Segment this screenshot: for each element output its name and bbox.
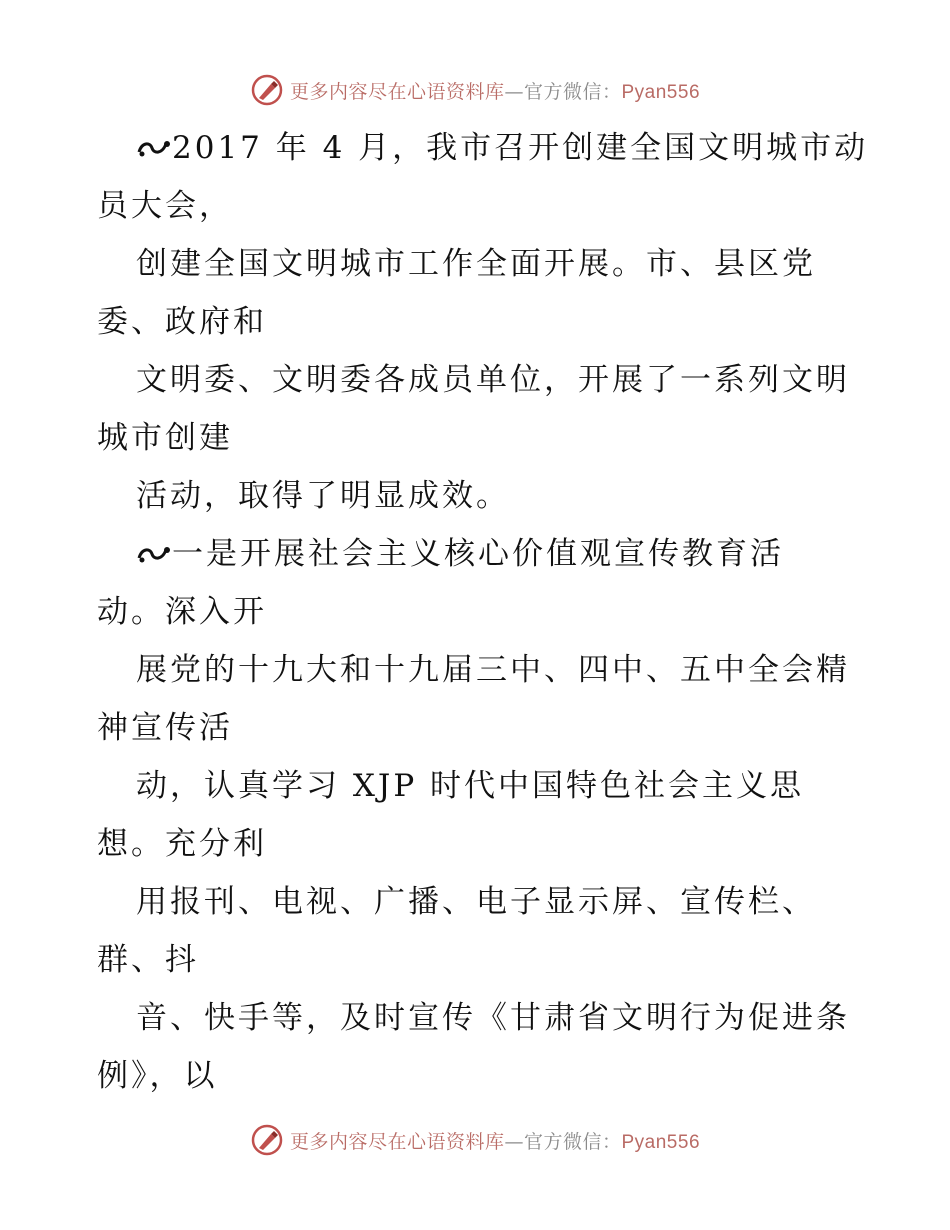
paragraph-line: 音、快手等，及时宣传《甘肃省文明行为促进条 (136, 1000, 850, 1036)
paragraph-line: 创建全国文明城市工作全面开展。市、县区党 (136, 246, 816, 282)
paragraph-line: 例》，以 (97, 1058, 218, 1094)
watermark-dash: — (504, 80, 524, 103)
pen-logo-icon (250, 73, 284, 107)
paragraph-line: 一是开展社会主义核心价值观宣传教育活 (136, 534, 784, 574)
watermark-wechat-label: 官方微信： (523, 80, 622, 103)
paragraph-line: 想。充分利 (97, 826, 267, 862)
watermark-wechat-id: Pyan556 (621, 1131, 701, 1153)
watermark-dash: — (504, 1130, 524, 1153)
paragraph-line: 委、政府和 (97, 304, 267, 340)
paragraph-line: 用报刊、电视、广播、电子显示屏、宣传栏、 (136, 884, 816, 920)
header-watermark (0, 70, 950, 110)
watermark-main: 更多内容尽在心语资料库 (289, 80, 505, 103)
paragraph-line: 2017 年 4 月，我市召开创建全国文明城市动 (136, 128, 868, 168)
pen-logo-icon (250, 1123, 284, 1157)
watermark-text (290, 1127, 700, 1154)
paragraph-line: 动。深入开 (97, 594, 267, 630)
paragraph-line: 展党的十九大和十九届三中、四中、五中全会精 (136, 652, 850, 688)
paragraph-line: 动，认真学习 XJP 时代中国特色社会主义思 (136, 768, 805, 804)
watermark-main: 更多内容尽在心语资料库 (289, 1130, 505, 1153)
flourish-bullet-icon (136, 136, 172, 160)
flourish-bullet-icon (136, 542, 172, 566)
paragraph-line: 活动，取得了明显成效。 (136, 478, 510, 514)
paragraph-line: 员大会， (97, 188, 233, 224)
watermark-text (290, 77, 700, 104)
footer-watermark (0, 1120, 950, 1160)
paragraph-line: 城市创建 (97, 420, 233, 456)
paragraph-line: 文明委、文明委各成员单位，开展了一系列文明 (136, 362, 850, 398)
watermark-wechat-label: 官方微信： (523, 1130, 622, 1153)
paragraph-line: 神宣传活 (97, 710, 233, 746)
watermark-wechat-id: Pyan556 (621, 81, 701, 103)
paragraph-line: 群、抖 (97, 942, 199, 978)
